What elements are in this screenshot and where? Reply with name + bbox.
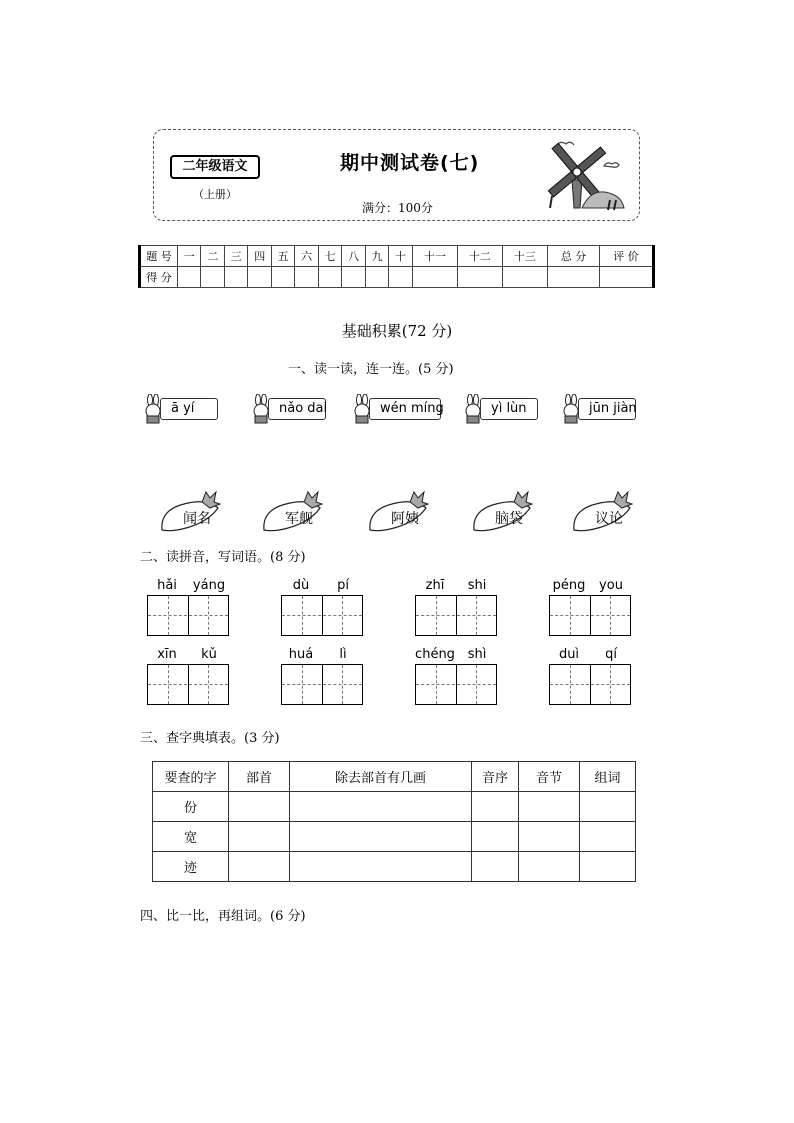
- writing-grid[interactable]: [549, 595, 631, 636]
- score-cell: 二: [201, 246, 224, 267]
- dict-answer-cell[interactable]: [519, 792, 580, 822]
- dict-answer-cell[interactable]: [519, 822, 580, 852]
- windmill-icon: [538, 136, 634, 218]
- dict-answer-cell[interactable]: [580, 792, 636, 822]
- score-cell: 评 价: [600, 246, 654, 267]
- score-cell: 十: [389, 246, 412, 267]
- score-cell: 六: [295, 246, 318, 267]
- score-cell: 四: [248, 246, 271, 267]
- dict-answer-cell[interactable]: [472, 822, 519, 852]
- score-cell: 十一: [412, 246, 457, 267]
- writing-grid[interactable]: [415, 664, 497, 705]
- dict-answer-cell[interactable]: [290, 792, 472, 822]
- question-4-title: 四、比一比，再组词。(6 分): [140, 909, 306, 924]
- score-cell: 十三: [502, 246, 547, 267]
- dictionary-row: [153, 792, 636, 822]
- score-input-cell[interactable]: [457, 267, 502, 288]
- word-leaf[interactable]: [366, 488, 448, 534]
- pinyin-syllable: xīn: [157, 647, 177, 662]
- pinyin-syllable: huá: [288, 647, 314, 662]
- score-input-cell[interactable]: [224, 267, 247, 288]
- dictionary-table: [152, 761, 636, 882]
- score-table-score-row: [140, 267, 654, 288]
- pinyin-syllable: dù: [292, 578, 310, 593]
- question-2-title: 二、读拼音，写词语。(8 分): [140, 550, 306, 565]
- dict-header-cell: 音序: [472, 762, 519, 792]
- dict-header-cell: 组词: [580, 762, 636, 792]
- word-leaf[interactable]: [158, 488, 240, 534]
- score-input-cell[interactable]: [201, 267, 224, 288]
- pinyin-syllable: pí: [337, 578, 349, 593]
- score-cell: 七: [318, 246, 341, 267]
- dictionary-row: [153, 822, 636, 852]
- score-cell: 八: [342, 246, 365, 267]
- dict-answer-cell[interactable]: [290, 822, 472, 852]
- dict-character: 宽: [153, 822, 229, 852]
- dict-answer-cell[interactable]: [580, 852, 636, 882]
- dict-answer-cell[interactable]: [472, 792, 519, 822]
- pinyin-syllable: you: [599, 578, 623, 593]
- score-cell: 一: [178, 246, 201, 267]
- writing-grid[interactable]: [549, 664, 631, 705]
- pinyin-syllable: chéng: [415, 647, 455, 662]
- score-input-cell[interactable]: [412, 267, 457, 288]
- score-input-cell[interactable]: [271, 267, 294, 288]
- dict-header-cell: 除去部首有几画: [290, 762, 472, 792]
- score-table-header-row: [140, 246, 654, 267]
- dict-header-cell: 部首: [229, 762, 290, 792]
- score-input-cell[interactable]: [502, 267, 547, 288]
- score-cell: 五: [271, 246, 294, 267]
- writing-grid[interactable]: [147, 664, 229, 705]
- section-title: 基础积累(72 分): [341, 322, 453, 340]
- pinyin-syllable: shì: [467, 647, 487, 662]
- pinyin-label: wén míng: [369, 398, 441, 420]
- word-text: 闻名: [183, 511, 211, 527]
- question-1-title: 一、读一读，连一连。(5 分): [288, 362, 454, 377]
- dict-character: 迹: [153, 852, 229, 882]
- dict-answer-cell[interactable]: [290, 852, 472, 882]
- score-table: [138, 245, 655, 288]
- word-text: 脑袋: [495, 511, 523, 527]
- word-leaf[interactable]: [470, 488, 552, 534]
- score-input-cell[interactable]: [547, 267, 599, 288]
- pinyin-syllable: hǎi: [157, 578, 177, 593]
- pinyin-label: nǎo dai: [268, 398, 326, 420]
- score-cell: 十二: [457, 246, 502, 267]
- dictionary-row: [153, 852, 636, 882]
- dictionary-header-row: [153, 762, 636, 792]
- pinyin-syllable: lì: [339, 647, 347, 662]
- score-input-cell[interactable]: [295, 267, 318, 288]
- writing-grid[interactable]: [281, 664, 363, 705]
- pinyin-label: ā yí: [160, 398, 218, 420]
- writing-grid[interactable]: [147, 595, 229, 636]
- grade-tag: 二年级语文: [170, 155, 260, 179]
- pinyin-syllable: shi: [467, 578, 487, 593]
- dict-answer-cell[interactable]: [229, 852, 290, 882]
- dict-character: 份: [153, 792, 229, 822]
- full-score: 满分：100分: [362, 201, 433, 215]
- score-input-cell[interactable]: [178, 267, 201, 288]
- pinyin-syllable: yáng: [192, 578, 226, 593]
- word-text: 阿姨: [391, 511, 419, 527]
- score-cell: 总 分: [547, 246, 599, 267]
- writing-grid[interactable]: [415, 595, 497, 636]
- dict-header-cell: 要查的字: [153, 762, 229, 792]
- dict-answer-cell[interactable]: [229, 792, 290, 822]
- word-leaf[interactable]: [570, 488, 652, 534]
- pinyin-syllable: duì: [558, 647, 580, 662]
- pinyin-label: yì lùn: [480, 398, 538, 420]
- score-input-cell[interactable]: [248, 267, 271, 288]
- pinyin-syllable: kǔ: [201, 647, 217, 662]
- dict-answer-cell[interactable]: [472, 852, 519, 882]
- pinyin-syllable: zhī: [425, 578, 445, 593]
- exam-title: 期中测试卷(七): [340, 152, 480, 174]
- dict-answer-cell[interactable]: [519, 852, 580, 882]
- dict-header-cell: 音节: [519, 762, 580, 792]
- score-input-cell[interactable]: [342, 267, 365, 288]
- volume-label: （上册）: [193, 188, 237, 201]
- pinyin-syllable: péng: [552, 578, 586, 593]
- score-input-cell[interactable]: [318, 267, 341, 288]
- writing-grid[interactable]: [281, 595, 363, 636]
- pinyin-label: jūn jiàn: [578, 398, 636, 420]
- score-input-cell[interactable]: [389, 267, 412, 288]
- score-row-label: 得 分: [140, 267, 178, 288]
- dict-answer-cell[interactable]: [229, 822, 290, 852]
- score-input-cell[interactable]: [600, 267, 654, 288]
- question-3-title: 三、查字典填表。(3 分): [140, 731, 280, 746]
- word-text: 军舰: [285, 511, 313, 527]
- dict-answer-cell[interactable]: [580, 822, 636, 852]
- score-cell: 题 号: [140, 246, 178, 267]
- pinyin-syllable: qí: [605, 647, 617, 662]
- score-cell: 三: [224, 246, 247, 267]
- score-cell: 九: [365, 246, 388, 267]
- word-leaf[interactable]: [260, 488, 342, 534]
- score-input-cell[interactable]: [365, 267, 388, 288]
- word-text: 议论: [595, 511, 623, 527]
